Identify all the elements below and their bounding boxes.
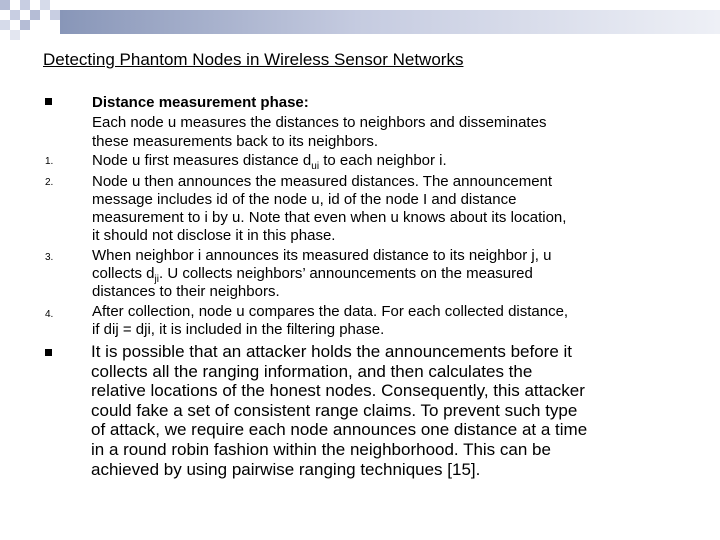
step-2-line-3: measurement to i by u. Note that even when u knows about its location, [92,209,567,226]
step-number: 4. [45,309,54,320]
step-2-line-4: it should not disclose it in this phase. [92,227,336,244]
slide-title: Detecting Phantom Nodes in Wireless Sensor Networks [43,50,464,69]
step-3-line-3: distances to their neighbors. [92,283,280,300]
phase-intro-line-1: Each node u measures the distances to neighbors and disseminates [92,114,547,131]
step-2-line-1: Node u then announces the measured distances. The announcement [92,173,553,190]
paragraph [91,342,587,479]
phase-heading: Distance measurement phase: [92,94,309,111]
bullet-square-icon [45,349,52,356]
step-2-line-2: message includes id of the node u, id of the node I and distance [92,191,517,208]
step-number: 1. [45,156,54,167]
paragraph-line: collects all the ranging information, and then calculates the [91,361,533,381]
paragraph-line: relative locations of the honest nodes. Consequently, this attacker [91,381,585,401]
step-4-line-1: After collection, node u compares the data. For each collected distance, [92,303,569,320]
paragraph-line: of attack, we require each node announces one distance at a time [91,420,588,440]
paragraph-line: could fake a set of consistent range claims. To prevent such type [91,400,578,420]
phase-intro-line-2: these measurements back to its neighbors. [92,133,378,150]
paragraph-line: in a round robin fashion within the neighborhood. This can be [91,439,551,459]
step-4-line-2: if dij = dji, it is included in the filtering phase. [92,321,385,338]
step-1-line-1: Node u first measures distance $d_{ui}$ to each neighbor i. [92,152,447,172]
paragraph-line: It is possible that an attacker holds the announcements before it [91,342,573,361]
bullet-square-icon [45,98,52,105]
step-number: 2. [45,177,54,188]
step-3-line-1: When neighbor i announces its measured distance to its neighbor j, u [92,247,552,264]
step-3-line-2: collects $d_{ji}$. U collects neighbors’ announcements on the measured [92,265,533,285]
header-gradient-bar [60,10,720,34]
step-number: 3. [45,252,54,263]
paragraph-line: achieved by using pairwise ranging techniques [15]. [91,459,481,479]
